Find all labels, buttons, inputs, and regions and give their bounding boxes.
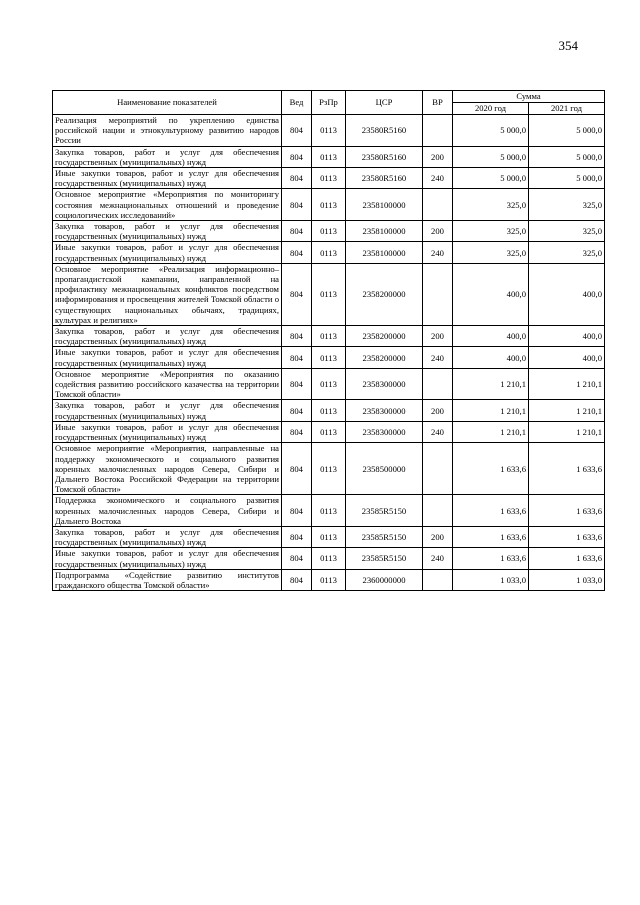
cell-csr: 2358200000 [346,347,423,368]
cell-ved: 804 [282,242,312,263]
cell-rzpr: 0113 [312,221,346,242]
cell-ved: 804 [282,115,312,147]
table-header [53,91,605,115]
table-row [53,569,605,590]
cell-ved: 804 [282,443,312,495]
cell-name: Закупка товаров, работ и услуг для обеспечения государственных (муниципальных) нужд [53,221,282,242]
cell-vr [423,368,453,400]
cell-rzpr: 0113 [312,495,346,527]
cell-vr: 200 [423,400,453,421]
cell-name: Закупка товаров, работ и услуг для обеспечения государственных (муниципальных) нужд [53,400,282,421]
cell-amount-2021: 400,0 [529,347,605,368]
cell-ved: 804 [282,400,312,421]
cell-name: Закупка товаров, работ и услуг для обеспечения государственных (муниципальных) нужд [53,326,282,347]
cell-amount-2020: 1 210,1 [453,400,529,421]
cell-amount-2020: 1 633,6 [453,443,529,495]
cell-vr: 200 [423,526,453,547]
header-rzpr: РзПр [312,91,346,115]
cell-csr: 23585R5150 [346,526,423,547]
cell-amount-2020: 1 033,0 [453,569,529,590]
cell-amount-2020: 325,0 [453,189,529,221]
cell-amount-2021: 400,0 [529,326,605,347]
cell-amount-2020: 1 210,1 [453,368,529,400]
table-row [53,326,605,347]
cell-vr: 200 [423,326,453,347]
cell-vr: 240 [423,347,453,368]
cell-amount-2020: 1 633,6 [453,495,529,527]
cell-vr: 240 [423,548,453,569]
cell-vr [423,115,453,147]
cell-name: Основное мероприятие «Реализация информационно–пропагандистской кампании, направленной на профилактику межнациональных конфликтов посредством информирования и просвещения жителей Томской области о существующих национальных обычаях, традициях, культурах и религиях» [53,263,282,325]
cell-amount-2021: 1 633,6 [529,548,605,569]
cell-rzpr: 0113 [312,548,346,569]
cell-vr [423,189,453,221]
cell-vr [423,263,453,325]
cell-csr: 2358300000 [346,421,423,442]
budget-table [52,90,605,591]
cell-ved: 804 [282,421,312,442]
cell-ved: 804 [282,548,312,569]
table-row [53,263,605,325]
cell-csr: 2358100000 [346,189,423,221]
cell-name: Закупка товаров, работ и услуг для обеспечения государственных (муниципальных) нужд [53,146,282,167]
table-row [53,400,605,421]
cell-vr: 240 [423,421,453,442]
cell-vr: 240 [423,168,453,189]
table-row [53,168,605,189]
cell-ved: 804 [282,189,312,221]
cell-amount-2021: 5 000,0 [529,115,605,147]
cell-rzpr: 0113 [312,347,346,368]
cell-vr [423,495,453,527]
cell-rzpr: 0113 [312,146,346,167]
header-csr: ЦСР [346,91,423,115]
cell-amount-2020: 1 633,6 [453,526,529,547]
cell-ved: 804 [282,347,312,368]
cell-rzpr: 0113 [312,168,346,189]
cell-name: Закупка товаров, работ и услуг для обеспечения государственных (муниципальных) нужд [53,526,282,547]
cell-csr: 23585R5150 [346,495,423,527]
cell-rzpr: 0113 [312,526,346,547]
cell-ved: 804 [282,569,312,590]
cell-rzpr: 0113 [312,189,346,221]
cell-name: Иные закупки товаров, работ и услуг для обеспечения государственных (муниципальных) нужд [53,421,282,442]
cell-name: Подпрограмма «Содействие развитию институтов гражданского общества Томской области» [53,569,282,590]
table-row [53,221,605,242]
table-row [53,495,605,527]
cell-amount-2020: 400,0 [453,347,529,368]
cell-rzpr: 0113 [312,263,346,325]
header-ved: Вед [282,91,312,115]
cell-amount-2021: 5 000,0 [529,146,605,167]
cell-rzpr: 0113 [312,443,346,495]
cell-amount-2020: 1 633,6 [453,548,529,569]
cell-csr: 23580R5160 [346,115,423,147]
table-row [53,115,605,147]
cell-amount-2021: 1 210,1 [529,368,605,400]
table-row [53,443,605,495]
cell-name: Иные закупки товаров, работ и услуг для обеспечения государственных (муниципальных) нужд [53,242,282,263]
cell-amount-2021: 1 633,6 [529,526,605,547]
cell-csr: 2358200000 [346,263,423,325]
cell-vr: 200 [423,221,453,242]
table-row [53,189,605,221]
cell-rzpr: 0113 [312,400,346,421]
table-body [53,115,605,591]
cell-name: Основное мероприятие «Мероприятия по оказанию содействия развитию российского казачества на территории Томской области» [53,368,282,400]
cell-rzpr: 0113 [312,569,346,590]
cell-amount-2021: 325,0 [529,242,605,263]
cell-amount-2021: 1 210,1 [529,400,605,421]
cell-vr [423,569,453,590]
cell-vr [423,443,453,495]
cell-ved: 804 [282,368,312,400]
cell-amount-2021: 1 633,6 [529,495,605,527]
cell-name: Основное мероприятие «Мероприятия по мониторингу состояния межнациональных отношений и проведение социологических исследований» [53,189,282,221]
cell-csr: 2358500000 [346,443,423,495]
cell-amount-2020: 5 000,0 [453,115,529,147]
table-row [53,242,605,263]
table-row [53,421,605,442]
cell-ved: 804 [282,168,312,189]
cell-ved: 804 [282,221,312,242]
cell-rzpr: 0113 [312,368,346,400]
cell-amount-2021: 400,0 [529,263,605,325]
cell-csr: 2358200000 [346,326,423,347]
table-row [53,368,605,400]
cell-name: Реализация мероприятий по укреплению единства российской нации и этнокультурному развитию народов России [53,115,282,147]
cell-ved: 804 [282,263,312,325]
table-row [53,347,605,368]
cell-amount-2020: 5 000,0 [453,146,529,167]
cell-rzpr: 0113 [312,115,346,147]
cell-ved: 804 [282,495,312,527]
cell-csr: 23580R5160 [346,168,423,189]
cell-rzpr: 0113 [312,242,346,263]
cell-amount-2021: 325,0 [529,221,605,242]
cell-amount-2020: 1 210,1 [453,421,529,442]
cell-name: Иные закупки товаров, работ и услуг для обеспечения государственных (муниципальных) нужд [53,347,282,368]
cell-csr: 2358300000 [346,400,423,421]
cell-ved: 804 [282,146,312,167]
table-row [53,548,605,569]
cell-amount-2021: 1 033,0 [529,569,605,590]
cell-rzpr: 0113 [312,421,346,442]
cell-name: Основное мероприятие «Мероприятия, направленные на поддержку экономического и социального развития коренных малочисленных народов Севера, Сибири и Дальнего Востока Российской Федерации на территории Томской области» [53,443,282,495]
header-vr: ВР [423,91,453,115]
cell-amount-2021: 1 210,1 [529,421,605,442]
cell-amount-2021: 5 000,0 [529,168,605,189]
cell-amount-2020: 5 000,0 [453,168,529,189]
cell-amount-2021: 1 633,6 [529,443,605,495]
header-name: Наименование показателей [53,91,282,115]
cell-csr: 2358100000 [346,221,423,242]
cell-csr: 23580R5160 [346,146,423,167]
cell-csr: 2358300000 [346,368,423,400]
header-year-2021: 2021 год [529,103,605,115]
cell-name: Иные закупки товаров, работ и услуг для обеспечения государственных (муниципальных) нужд [53,168,282,189]
page-number: 354 [558,38,578,53]
cell-amount-2020: 325,0 [453,242,529,263]
cell-csr: 2360000000 [346,569,423,590]
header-year-2020: 2020 год [453,103,529,115]
cell-amount-2021: 325,0 [529,189,605,221]
cell-csr: 23585R5150 [346,548,423,569]
cell-amount-2020: 400,0 [453,326,529,347]
cell-rzpr: 0113 [312,326,346,347]
cell-name: Иные закупки товаров, работ и услуг для обеспечения государственных (муниципальных) нужд [53,548,282,569]
header-sum: Сумма [453,91,605,103]
cell-amount-2020: 325,0 [453,221,529,242]
cell-ved: 804 [282,326,312,347]
table-row [53,146,605,167]
cell-ved: 804 [282,526,312,547]
cell-vr: 240 [423,242,453,263]
cell-amount-2020: 400,0 [453,263,529,325]
table-row [53,526,605,547]
cell-vr: 200 [423,146,453,167]
cell-csr: 2358100000 [346,242,423,263]
cell-name: Поддержка экономического и социального развития коренных малочисленных народов Севера, Сибири и Дальнего Востока [53,495,282,527]
